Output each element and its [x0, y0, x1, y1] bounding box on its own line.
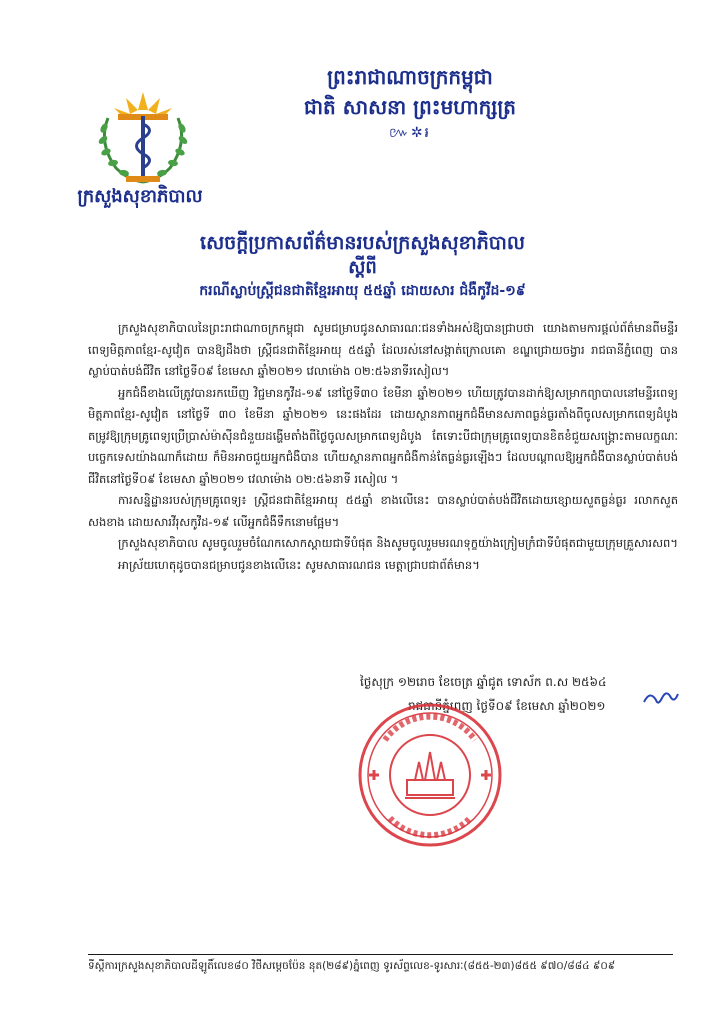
title-line-3: ករណីស្លាប់ស្ត្រីជនជាតិខ្មែរអាយុ ៥៥ឆ្នាំ ដោយសារ ជំងឺកូវីដ-១៩ [199, 283, 526, 299]
footer-divider [88, 954, 673, 955]
header-ornament: ៚✲៛ [389, 125, 431, 141]
body-paragraph-4: ក្រសួងសុខាភិបាល សូមចូលរួមចំណែកសោកស្តាយជាទីបំផុត និងសូមចូលរួមមរណទុក្ខយ៉ាងក្រៀមក្រំជាទីបំផុតជាមួយក្រុមគ្រួសារសព។ [118, 536, 678, 550]
royal-header [250, 62, 570, 144]
official-seal-stamp [355, 700, 505, 850]
title-line-1: សេចក្តីប្រកាសព័ត៌មានរបស់ក្រសួងសុខាភិបាល [200, 232, 525, 254]
kingdom-name: ព្រះរាជាណាចក្រកម្ពុជា [327, 65, 493, 89]
solar-date: រាជធានីភ្នំពេញ ថ្ងៃទី០៩ ខែមេសា ឆ្នាំ២០២១ [408, 699, 606, 713]
body-paragraph-2: អ្នកជំងឺខាងលើត្រូវបានរកឃើញ វិជ្ជមានកូវីដ-១៩ នៅថ្ងៃទី៣០ ខែមីនា ឆ្នាំ២០២១ ហើយត្រូវបានដាក់ឱ្យសម្រាកព្យាបាលនៅមន្ទីរពេទ្យមិត្តភាពខ្មែរ-សូវៀត នៅថ្ងៃទី ៣០ ខែមីនា ឆ្នាំ២០២១ នេះផងដែរ ដោយស្ថានភាពអ្នកជំងឺមានសភាពធ្ងន់ធ្ងរតាំងពីចូលសម្រាកពេទ្យដំបូង តម្រូវឱ្យក្រុមគ្រូពេទ្យប្រើប្រាស់ម៉ាស៊ីនជំនួយដង្ហើមតាំងពីថ្ងៃចូលសម្រាកពេទ្យដំបូង តែទោះបីជាក្រុមគ្រូពេទ្យបានខិតខំជួយសង្គ្រោះតាមលក្ខណៈបច្ចេកទេសយ៉ាងណាក៏ដោយ ក៏មិនអាចជួយអ្នកជំងឺបាន ហើយស្ថានភាពអ្នកជំងឺកាន់តែធ្ងន់ធ្ងរឡើងៗ ដែលបណ្តាលឱ្យអ្នកជំងឺបានស្លាប់បាត់បង់ជីវិតនៅថ្ងៃទី០៩ ខែមេសា ឆ្នាំ២០២១ វេលាម៉ោង ០២:៥៦នាទី រសៀល ។ [88, 385, 678, 486]
footer-address: ទីស្តីការក្រសួងសុខាភិបាលដីឡូតិ៍លេខ៨០ វិថីសម្តេចប៉ែន នុត(២៨៩)ភ្នំពេញ ទូរស័ព្ទលេខ-ទូរសារៈ(៨៥៥-២៣)៨៥៥ ៩៧០/៨៨៤ ៩០៩ [88, 960, 616, 972]
signature-mark [640, 688, 680, 710]
national-motto: ជាតិ សាសនា ព្រះមហាក្សត្រ [304, 95, 516, 119]
document-body [88, 318, 678, 576]
title-line-2: ស្តីពី [348, 257, 377, 278]
body-paragraph-3: ការសន្និដ្ឋានរបស់ក្រុមគ្រូពេទ្យ៖ ស្ត្រីជនជាតិខ្មែរអាយុ ៥៥ឆ្នាំ ខាងលើនេះ បានស្លាប់បាត់បង់ជីវិតដោយខ្សោយសួតធ្ងន់ធ្ងរ រលាកសួតសងខាង ដោយសារវីរុសកូវីដ-១៩ លើអ្នកជំងឺទឹកនោមផ្អែម។ [88, 493, 678, 529]
body-paragraph-5: អាស្រ័យហេតុដូចបានជម្រាបជូនខាងលើនេះ សូមសាធារណជន មេត្តាជ្រាបជាព័ត៌មាន។ [118, 557, 480, 572]
ministry-logo [88, 88, 198, 188]
body-paragraph-1: ក្រសួងសុខាភិបាលនៃព្រះរាជាណាចក្រកម្ពុជា សូមជម្រាបជូនសាធារណៈជនទាំងអស់ឱ្យបានជ្រាបថា យោងតាមការផ្តល់ព័ត៌មានពីមន្ទីរពេទ្យមិត្តភាពខ្មែរ-សូវៀត បានឱ្យដឹងថា ស្ត្រីជនជាតិខ្មែរអាយុ ៥៥ឆ្នាំ ដែលរស់នៅសង្កាត់ក្រោលគោ ខណ្ឌជ្រោយចង្វារ រាជធានីភ្នំពេញ បានស្លាប់បាត់បង់ជីវិត នៅថ្ងៃទី០៩ ខែមេសា ឆ្នាំ២០២១ វេលាម៉ោង ០២:៥៦នាទីរសៀល។ [88, 321, 678, 378]
lunar-date: ថ្ងៃសុក្រ ១២រោច ខែចេត្រ ឆ្នាំជូត ទោស័ក ព.ស ២៥៦៤ [360, 675, 607, 689]
document-title [120, 230, 605, 302]
ministry-name: ក្រសួងសុខាភិបាល [77, 186, 203, 207]
